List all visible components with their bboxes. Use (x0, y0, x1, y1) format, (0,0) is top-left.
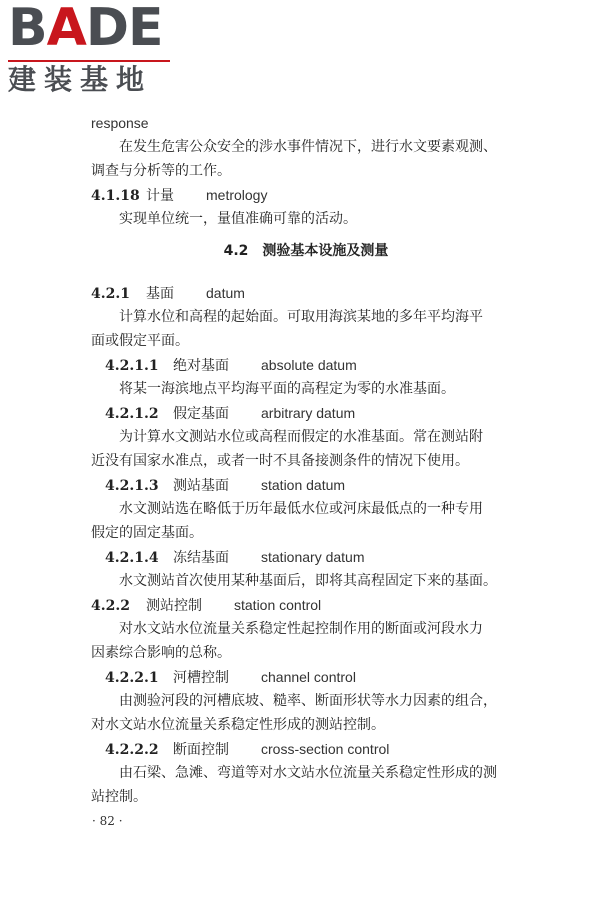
term-number: 4.2.1.1 (105, 358, 159, 374)
definition-text: 在发生危害公众安全的涉水事件情况下，进行水文要素观测、 调查与分析等的工作。 (91, 139, 497, 179)
definition-text: 实现单位统一，量值准确可靠的活动。 (119, 211, 357, 227)
term-en: cross-section control (261, 741, 390, 757)
term-heading (91, 737, 521, 761)
section-title: 测验基本设施及测量 (262, 243, 389, 259)
section-heading (91, 239, 521, 263)
term-en: datum (206, 285, 245, 301)
term-zh: 绝对基面 (173, 358, 229, 374)
term-heading (91, 353, 521, 377)
page-content (91, 111, 521, 809)
definition-text: 将某一海滨地点平均海平面的高程定为零的水准基面。 (119, 381, 455, 397)
term-number: 4.2.2.1 (105, 670, 159, 686)
term-heading (91, 401, 521, 425)
term-number: 4.2.1.3 (105, 478, 159, 494)
term-heading (91, 281, 521, 305)
definition-text: 为计算水文测站水位或高程而假定的水准基面。常在测站附 近没有国家水准点，或者一时不具备接测条件的情况下使用。 (91, 429, 483, 469)
term-heading (91, 183, 521, 207)
term-heading (91, 665, 521, 689)
term-number: 4.2.2 (91, 598, 130, 614)
term-en: station datum (261, 477, 346, 493)
term-heading (91, 593, 521, 617)
term-zh: 测站控制 (146, 598, 202, 614)
definition-text: 水文测站选在略低于历年最低水位或河床最低点的一种专用 假定的固定基面。 (91, 501, 483, 541)
term-number: 4.1.18 (91, 188, 140, 204)
term-en: channel control (261, 669, 356, 685)
term-zh: 基面 (146, 286, 174, 302)
term-en: absolute datum (261, 357, 357, 373)
logo-wordmark: BADE (8, 0, 163, 58)
term-zh: 冻结基面 (173, 550, 229, 566)
term-number: 4.2.1.2 (105, 406, 159, 422)
continued-term-en: response (91, 115, 149, 131)
logo-rule (8, 60, 170, 62)
term-number: 4.2.1 (91, 286, 130, 302)
definition-text: 对水文站水位流量关系稳定性起控制作用的断面或河段水力 因素综合影响的总称。 (91, 621, 483, 661)
term-heading (91, 545, 521, 569)
definition-text: 水文测站首次使用某种基面后，即将其高程固定下来的基面。 (119, 573, 497, 589)
term-zh: 假定基面 (173, 406, 229, 422)
term-zh: 计量 (146, 188, 174, 204)
bade-logo (8, 2, 178, 97)
page-number: · 82 · (92, 814, 123, 828)
term-number: 4.2.1.4 (105, 550, 159, 566)
term-en: stationary datum (261, 549, 365, 565)
definition-text: 计算水位和高程的起始面。可取用海滨某地的多年平均海平 面或假定平面。 (91, 309, 483, 349)
term-en: station control (234, 597, 322, 613)
term-zh: 测站基面 (173, 478, 229, 494)
definition-text: 由石梁、急滩、弯道等对水文站水位流量关系稳定性形成的测 站控制。 (91, 765, 497, 805)
term-number: 4.2.2.2 (105, 742, 159, 758)
term-en: metrology (206, 187, 268, 203)
definition-text: 由测验河段的河槽底坡、糙率、断面形状等水力因素的组合， 对水文站水位流量关系稳定性形成的测站控制。 (91, 693, 497, 733)
term-zh: 河槽控制 (173, 670, 229, 686)
logo-subtitle: 建装基地 (8, 63, 153, 96)
term-zh: 断面控制 (173, 742, 229, 758)
term-heading (91, 473, 521, 497)
section-number: 4.2 (223, 243, 249, 259)
term-en: arbitrary datum (261, 405, 356, 421)
